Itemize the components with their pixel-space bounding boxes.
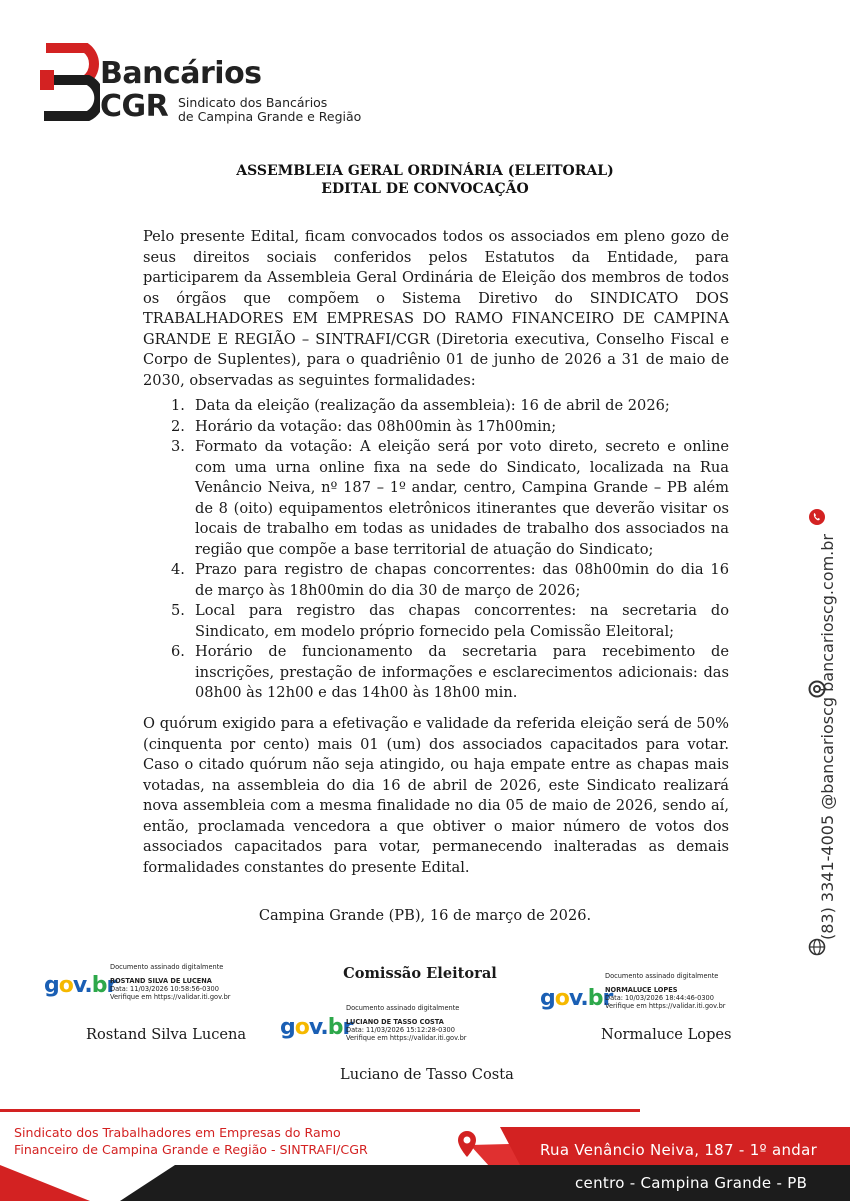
signature-signer: NORMALUCE LOPES [605,986,678,994]
footer-org-line1: Sindicato dos Trabalhadores em Empresas do Ramo [14,1125,341,1140]
signature-heading: Documento assinado digitalmente [605,972,719,980]
document-title: ASSEMBLEIA GERAL ORDINÁRIA (ELEITORAL) [236,163,614,179]
side-contact-strip [798,380,838,970]
list-item-number: 2. [171,417,185,435]
commission-title: Comissão Eleitoral [343,965,497,982]
list-item-number: 5. [171,602,185,619]
brand-subtitle-line2: de Campina Grande e Região [178,109,362,124]
logo-mark [38,40,100,122]
brand-name: Bancários [100,56,262,91]
list-item [143,642,729,704]
signature-date: Data: 11/03/2026 15:12:28-0300 [346,1026,455,1034]
list-item-text: Formato da votação: A eleição será por voto direto, secreto e online com uma urna online fixa na sede do Sindicato, localizada na Rua Venâncio Neiva, nº 187 – 1º andar, centro, Campina Grande – PB além de 8 (oito) equipamentos eletrônicos itinerantes que deverão visitar os locais de trabalho em todas as unidades de trabalho dos associados na região que compõe a base territorial de atuação do Sindicato; [195,438,729,558]
signature-signer: LUCIANO DE TASSO COSTA [346,1018,444,1026]
list-item [143,417,729,438]
location-pin-icon [456,1130,478,1158]
signature-date: Data: 10/03/2026 18:44:46-0300 [605,994,714,1002]
list-item-text: Data da eleição (realização da assembleia): 16 de abril de 2026; [195,397,670,414]
list-item-text: Local para registro das chapas concorrentes: na secretaria do Sindicato, em modelo próprio fornecido pela Comissão Eleitoral; [195,602,729,640]
footer-address-line1: Rua Venâncio Neiva, 187 - 1º andar [540,1141,818,1159]
at-icon [808,680,826,698]
list-item-text: Horário de funcionamento da secretaria para recebimento de inscrições, prestação de informações e esclarecimentos adicionais: das 08h00 às 12h00 e das 14h00 às 18h00 min. [195,643,729,701]
signer-name-right: Normaluce Lopes [601,1026,732,1043]
signature-verify: Verifique em https://validar.iti.gov.br [346,1034,467,1042]
list-item-text: Prazo para registro de chapas concorrentes: das 08h00min do dia 16 de março às 18h00min do dia 30 de março de 2026; [195,561,729,599]
footer-address-line2: centro - Campina Grande - PB [575,1174,808,1192]
signature-heading: Documento assinado digitalmente [110,963,224,971]
list-item-number: 4. [171,561,185,578]
list-item-number: 1. [171,397,185,414]
govbr-logo: gov.br [540,986,613,1011]
document-subtitle: EDITAL DE CONVOCAÇÃO [321,181,529,197]
govbr-logo: gov.br [44,973,117,998]
brand-short: CGR [100,89,169,124]
list-item-number: 6. [171,643,185,660]
whatsapp-icon [808,508,826,526]
formalities-list [143,396,729,704]
govbr-logo: gov.br [280,1015,353,1040]
place-date: Campina Grande (PB), 16 de março de 2026. [258,907,592,924]
signer-name-center: Luciano de Tasso Costa [340,1066,514,1083]
signature-verify: Verifique em https://validar.iti.gov.br [110,993,231,1001]
signature-date: Data: 11/03/2026 10:58:56-0300 [110,985,219,993]
footer-org-line2: Financeiro de Campina Grande e Região - SINTRAFI/CGR [14,1142,368,1157]
signature-signer: ROSTAND SILVA DE LUCENA [110,977,212,985]
list-item [143,396,729,417]
list-item-text: Horário da votação: das 08h00min às 17h00min; [195,417,557,435]
signer-name-left: Rostand Silva Lucena [86,1026,247,1043]
intro-paragraph: Pelo presente Edital, ficam convocados todos os associados em pleno gozo de seus direitos sociais conferidos pelos Estatutos da Entidade, para participarem da Assembleia Geral Ordinária de Eleição dos membros de todos os órgãos que compõem o Sistema Diretivo do SINDICATO DOS TRABALHADORES EM EMPRESAS DO RAMO FINANCEIRO DE CAMPINA GRANDE E REGIÃO – SINTRAFI/CGR (Diretoria executiva, Conselho Fiscal e Corpo de Suplentes), para o quadriênio 01 de junho de 2026 a 31 de maio de 2030, observadas as seguintes formalidades: [143,228,729,389]
list-item-number: 3. [171,438,185,455]
side-contact-text: (83) 3341-4005 @bancarioscg bancarioscg.com.br [818,534,837,940]
list-item [143,560,729,601]
list-item [143,437,729,560]
quorum-paragraph: O quórum exigido para a efetivação e validade da referida eleição será de 50% (cinquenta por cento) mais 01 (um) dos associados capacitados para votar. Caso o citado quórum não seja atingido, ou haja empate entre as chapas mais votadas, na assembleia do dia 16 de abril de 2026, este Sindicato realizará nova assembleia com a mesma finalidade no dia 05 de maio de 2026, sendo aí, então, proclamada vencedora a que obtiver o maior número de votos dos associados capacitados para votar, permanecendo inalteradas as demais formalidades constantes do presente Edital. [143,715,729,876]
digital-signature-stamp-center [346,1004,466,1042]
list-item [143,601,729,642]
signature-verify: Verifique em https://validar.iti.gov.br [605,1002,726,1010]
digital-signature-stamp-left [110,963,230,1001]
brand-subtitle-line1: Sindicato dos Bancários [178,95,328,110]
signature-heading: Documento assinado digitalmente [346,1004,460,1012]
digital-signature-stamp-right [605,972,725,1010]
globe-icon [808,938,826,956]
